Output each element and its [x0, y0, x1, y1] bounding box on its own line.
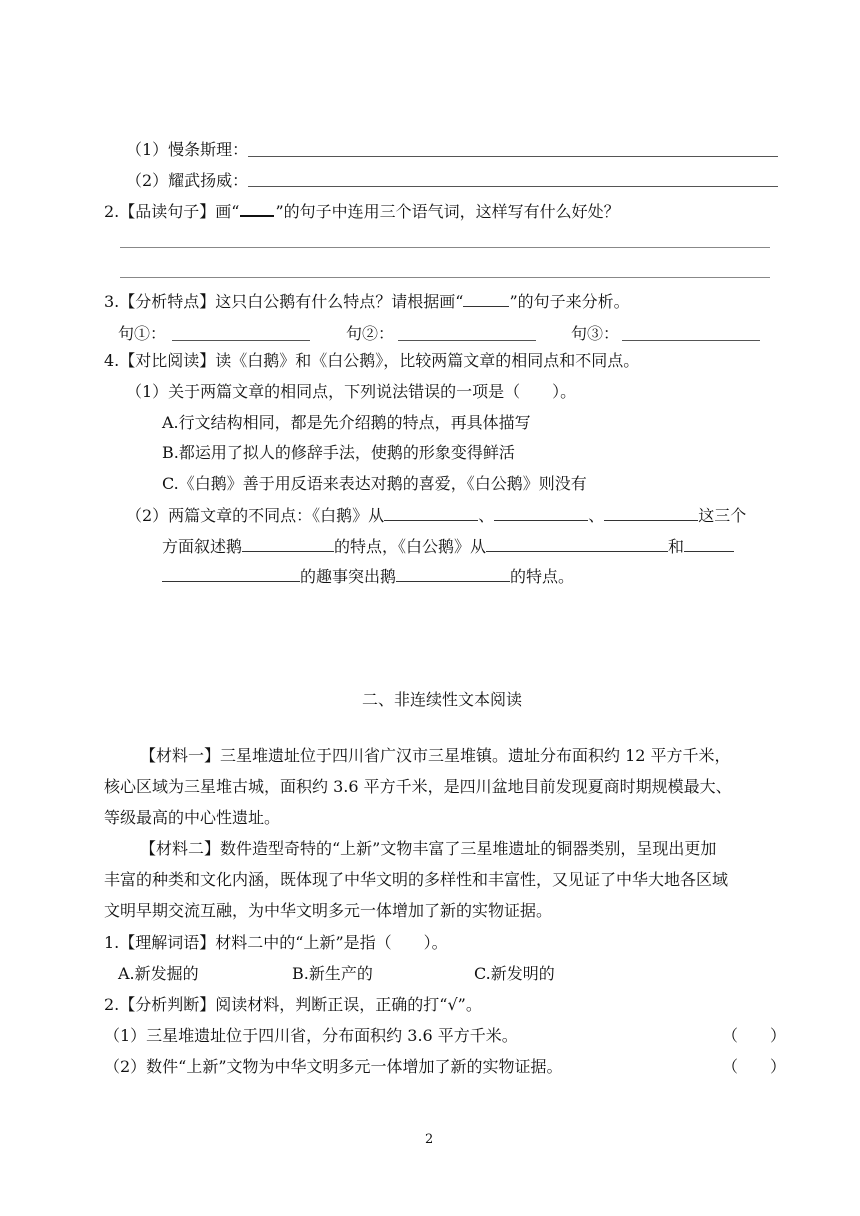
q4-sub2-a: （2）两篇文章的不同点：《白鹅》从 — [126, 506, 385, 525]
q3-prefix: 3.【分析特点】这只白公鹅有什么特点？请根据画“ — [104, 292, 464, 311]
blank[interactable] — [242, 537, 334, 552]
sep-1: 、 — [478, 506, 495, 525]
option-c[interactable]: C.《白鹅》善于用反语来表达对鹅的喜爱，《白公鹅》则没有 — [162, 474, 587, 493]
word-item-1: （1）慢条斯理： — [126, 140, 249, 159]
underline-marker — [240, 201, 274, 217]
s2-q2-item-2-paren[interactable]: （ ） — [722, 1057, 787, 1076]
answer-line-1[interactable] — [248, 156, 778, 157]
material-1-line-1: 【材料一】三星堆遗址位于四川省广汉市三星堆镇。遗址分布面积约 12 平方千米， — [140, 746, 731, 765]
blank[interactable] — [486, 537, 668, 552]
material-1-line-3: 等级最高的中心性遗址。 — [104, 808, 281, 827]
q4-sub2-d: 的特点，《白公鹅》从 — [334, 537, 487, 556]
q4-sub2-e: 和 — [668, 537, 685, 556]
q4-sub2-f: 的趣事突出鹅 — [300, 567, 397, 586]
page-number: 2 — [425, 1132, 434, 1147]
sentence-3-label: 句③： — [571, 324, 620, 343]
q2-suffix: ”的句子中连用三个语气词，这样写有什么好处？ — [275, 202, 620, 221]
sentence-3-blank[interactable] — [622, 340, 760, 341]
q4-sub2-line1 — [126, 506, 746, 526]
q4-sub2-b: 这三个 — [698, 506, 747, 525]
blank[interactable] — [604, 506, 698, 521]
q4-sub1: （1）关于两篇文章的相同点，下列说法错误的一项是（ ）。 — [126, 382, 577, 401]
option-a[interactable]: A.行文结构相同，都是先介绍鹅的特点，再具体描写 — [162, 413, 531, 432]
q4-title: 4.【对比阅读】读《白鹅》和《白公鹅》，比较两篇文章的相同点和不同点。 — [104, 351, 640, 370]
q3-line — [104, 292, 630, 312]
sentence-2-blank[interactable] — [398, 340, 536, 341]
q2-line — [104, 201, 620, 222]
section-title: 二、非连续性文本阅读 — [362, 690, 523, 709]
material-1-line-2: 核心区域为三星堆古城，面积约 3.6 平方千米，是四川盆地目前发现夏商时期规模最大、 — [104, 777, 732, 796]
answer-line-q2-2[interactable] — [120, 277, 770, 278]
q4-sub2-g: 的特点。 — [510, 567, 575, 586]
q4-sub2-c: 方面叙述鹅 — [162, 537, 243, 556]
blank[interactable] — [494, 506, 588, 521]
material-2-line-1: 【材料二】数件造型奇特的“上新”文物丰富了三星堆遗址的铜器类别，呈现出更加 — [140, 839, 717, 858]
underline-marker — [463, 292, 509, 307]
sentence-2-label: 句②： — [346, 324, 395, 343]
blank[interactable] — [684, 537, 734, 552]
q3-suffix: ”的句子来分析。 — [509, 292, 630, 311]
word-item-2: （2）耀武扬威： — [126, 171, 249, 190]
s2-q1-option-b[interactable]: B.新生产的 — [292, 964, 373, 983]
blank[interactable] — [384, 506, 478, 521]
s2-q2-item-1-paren[interactable]: （ ） — [722, 1026, 787, 1045]
sentence-1-label: 句①： — [118, 324, 167, 343]
s2-q1-option-a[interactable]: A.新发掘的 — [118, 964, 199, 983]
s2-q1: 1.【理解词语】材料二中的“上新”是指（ ）。 — [104, 933, 448, 952]
q4-sub2-line3 — [162, 567, 574, 587]
s2-q2-item-1: （1）三星堆遗址位于四川省，分布面积约 3.6 平方千米。 — [104, 1026, 518, 1045]
sentence-1-blank[interactable] — [172, 340, 310, 341]
answer-line-q2-1[interactable] — [120, 247, 770, 248]
s2-q2: 2.【分析判断】阅读材料，判断正误，正确的打“√”。 — [104, 995, 482, 1014]
s2-q1-option-c[interactable]: C.新发明的 — [474, 964, 555, 983]
q4-sub2-line2 — [162, 537, 734, 557]
q2-prefix: 2.【品读句子】画“ — [104, 202, 240, 221]
material-2-line-3: 文明早期交流互融，为中华文明多元一体增加了新的实物证据。 — [104, 901, 553, 920]
material-2-line-2: 丰富的种类和文化内涵，既体现了中华文明的多样性和丰富性，又见证了中华大地各区域 — [104, 870, 729, 889]
s2-q2-item-2: （2）数件“上新”文物为中华文明多元一体增加了新的实物证据。 — [104, 1057, 563, 1076]
answer-line-2[interactable] — [248, 186, 778, 187]
option-b[interactable]: B.都运用了拟人的修辞手法，使鹅的形象变得鲜活 — [162, 443, 515, 462]
blank[interactable] — [396, 567, 510, 582]
sep-2: 、 — [588, 506, 605, 525]
blank[interactable] — [162, 567, 300, 582]
